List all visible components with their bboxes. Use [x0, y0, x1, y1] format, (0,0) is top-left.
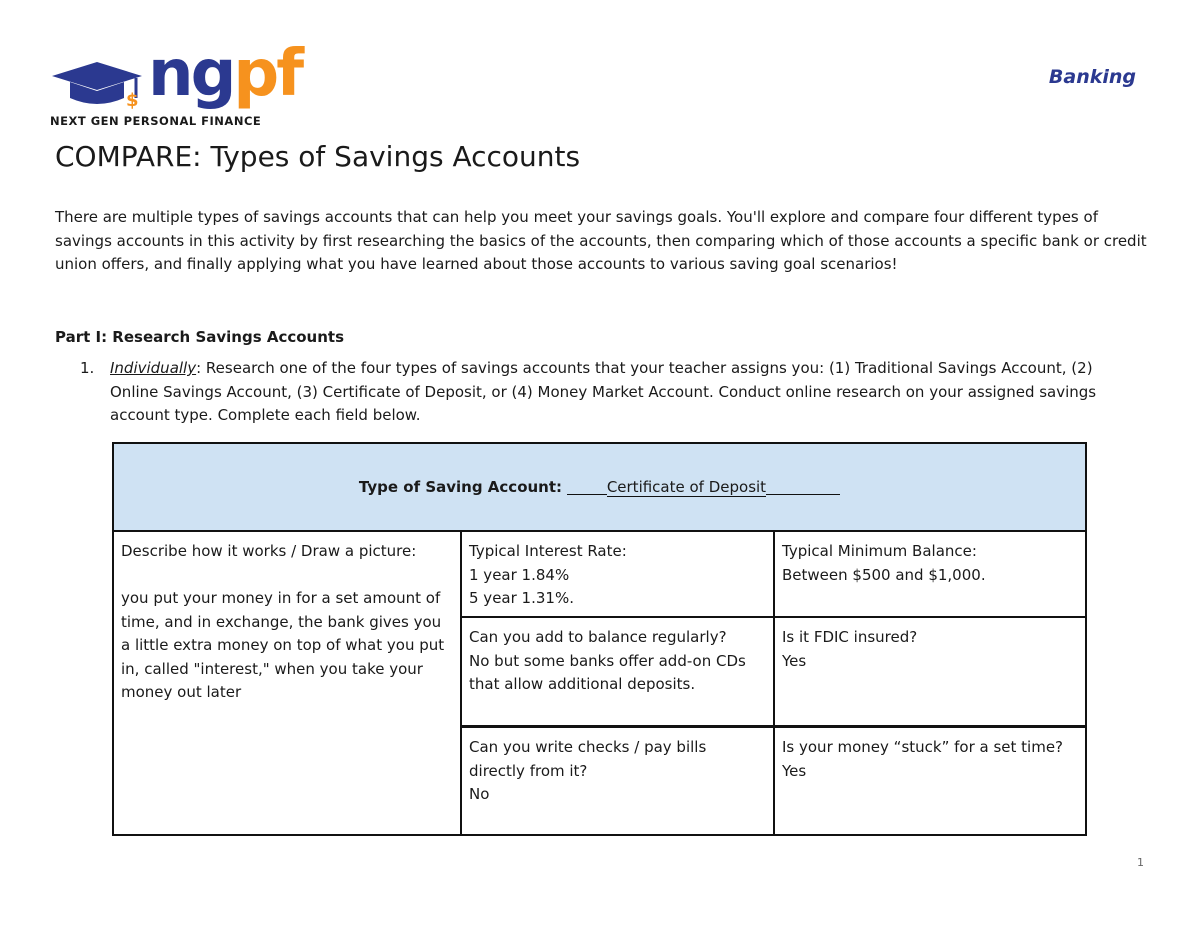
- describe-answer: you put your money in for a set amount of time, and in exchange, the bank gives you a little extra money on top of what you put in, called "interest," when you take your money out later: [121, 589, 445, 701]
- logo-ng: ng: [148, 37, 234, 111]
- stuck-cell[interactable]: [775, 728, 1087, 836]
- describe-cell[interactable]: [114, 532, 460, 836]
- logo-tagline: NEXT GEN PERSONAL FINANCE: [50, 114, 262, 128]
- checks-cell[interactable]: [462, 728, 773, 836]
- account-type-answer[interactable]: Certificate of Deposit: [606, 477, 767, 496]
- add-balance-prompt: Can you add to balance regularly?: [469, 628, 727, 646]
- min-balance-answer: Between $500 and $1,000.: [782, 565, 986, 584]
- step-number: 1.: [80, 359, 95, 377]
- answer-blank-after: [766, 480, 840, 495]
- checks-prompt: Can you write checks / pay bills directly from it?: [469, 738, 707, 780]
- describe-prompt: Describe how it works / Draw a picture:: [121, 542, 417, 560]
- section-label: Banking: [1048, 66, 1136, 88]
- fdic-cell[interactable]: [775, 618, 1087, 725]
- min-balance-prompt: Typical Minimum Balance:: [782, 542, 977, 560]
- stuck-prompt: Is your money “stuck” for a set time?: [782, 738, 1064, 756]
- part-heading: Part I: Research Savings Accounts: [55, 328, 345, 346]
- fdic-prompt: Is it FDIC insured?: [782, 628, 918, 646]
- step-who: Individually: [110, 359, 197, 377]
- minimum-balance-cell[interactable]: [775, 532, 1087, 616]
- checks-answer: No: [469, 785, 490, 803]
- intro-paragraph: There are multiple types of savings accounts that can help you meet your savings goals. You'll explore and compare four different types of savings accounts in this activity by first researching the basics of the accounts, then comparing which of those accounts a specific bank or credit union offers, and finally applying what you have learned about those accounts to various saving goal scenarios!: [55, 208, 1147, 273]
- interest-1-year: 1 year 1.84%: [469, 565, 570, 584]
- logo-pf: pf: [233, 37, 302, 111]
- step-text: [110, 357, 1130, 428]
- research-table: [112, 442, 1087, 836]
- page-number: 1: [1137, 856, 1144, 869]
- add-balance-cell[interactable]: [462, 618, 773, 725]
- interest-prompt: Typical Interest Rate:: [469, 542, 627, 560]
- page-title: COMPARE: Types of Savings Accounts: [55, 140, 581, 173]
- interest-rate-cell[interactable]: [462, 532, 773, 616]
- step-instructions: : Research one of the four types of savings accounts that your teacher assigns you: (1) Traditional Savings Account, (2) Online Savings Account, (3) Certificate of Deposit, or (4) Money Market Account. Conduct online research on your assigned savings account type. Complete each field below.: [110, 359, 1097, 424]
- account-type-label: Type of Saving Account:: [358, 478, 563, 496]
- add-balance-answer: No but some banks offer add-on CDs that allow additional deposits.: [469, 651, 746, 693]
- step-1: [80, 357, 1130, 428]
- stuck-answer: Yes: [782, 761, 807, 780]
- fdic-answer: Yes: [782, 651, 807, 670]
- interest-5-year: 5 year 1.31%.: [469, 589, 574, 607]
- svg-text:$: $: [126, 90, 139, 111]
- graduation-cap-icon: [52, 58, 152, 118]
- table-header: [114, 444, 1085, 532]
- logo-wordmark: [148, 37, 302, 111]
- answer-blank-before: [567, 480, 607, 495]
